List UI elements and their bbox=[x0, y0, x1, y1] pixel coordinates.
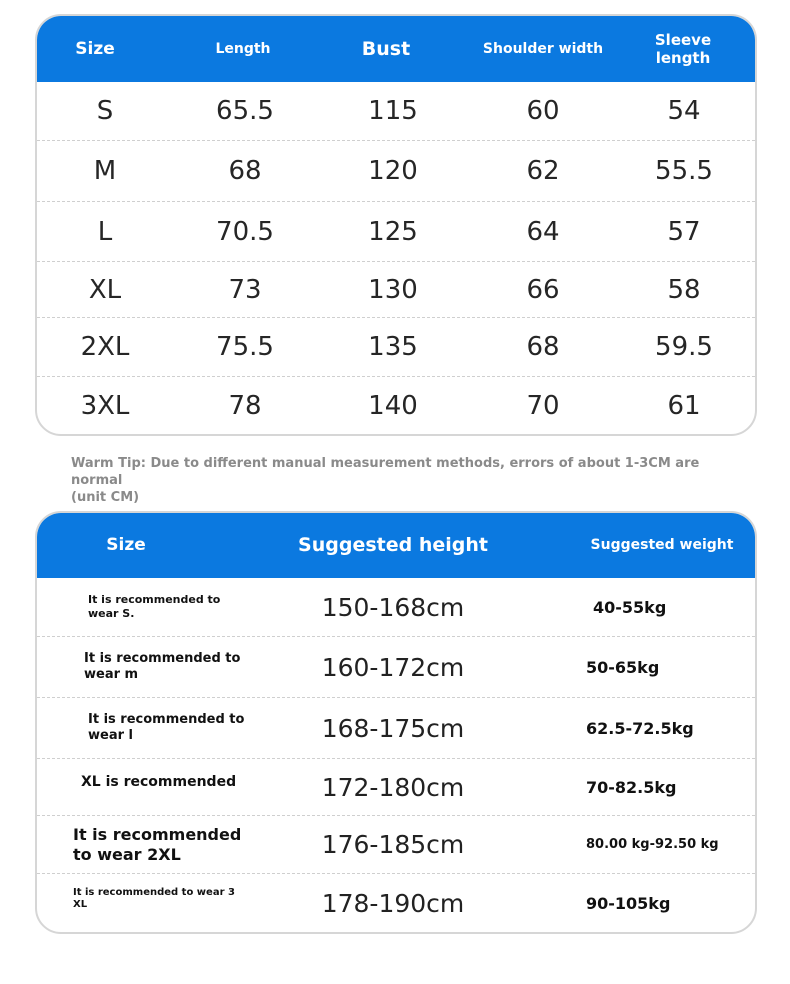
height-cell: 168-175cm bbox=[321, 713, 465, 743]
recommendation-header bbox=[37, 513, 755, 578]
recommendation-cell bbox=[88, 578, 220, 636]
size-row bbox=[37, 202, 755, 262]
shoulder-cell: 60 bbox=[526, 96, 560, 126]
recommendation-row bbox=[37, 637, 755, 698]
recommendation-line2: wear m bbox=[84, 667, 139, 682]
bust-cell: 135 bbox=[368, 332, 418, 362]
size-row bbox=[37, 82, 755, 141]
size-cell: 2XL bbox=[80, 332, 130, 362]
size-cell: L bbox=[97, 216, 113, 247]
size-row bbox=[37, 377, 755, 434]
size-row bbox=[37, 141, 755, 202]
warm-tip-line2: (unit CM) bbox=[71, 490, 140, 505]
recommendation-row bbox=[37, 698, 755, 759]
size-row bbox=[37, 318, 755, 377]
height-cell: 172-180cm bbox=[321, 772, 465, 802]
recommendation-cell bbox=[73, 816, 241, 873]
length-cell: 75.5 bbox=[216, 332, 274, 362]
height-cell: 160-172cm bbox=[321, 652, 465, 682]
sleeve-cell: 61 bbox=[667, 390, 701, 421]
recommendation-table bbox=[35, 511, 757, 934]
sleeve-cell: 54 bbox=[667, 96, 701, 126]
recommendation-line1: It is recommended to bbox=[88, 593, 221, 607]
length-cell: 65.5 bbox=[216, 96, 274, 126]
warm-tip bbox=[71, 455, 751, 506]
height-cell: 150-168cm bbox=[321, 592, 465, 622]
height-cell: 176-185cm bbox=[321, 830, 465, 859]
weight-cell: 50-65kg bbox=[586, 657, 660, 677]
recommendation-line1: It is recommended to bbox=[88, 711, 245, 727]
recommendation-row bbox=[37, 816, 755, 874]
size-chart-table bbox=[35, 14, 757, 436]
header-shoulder-width: Shoulder width bbox=[482, 40, 604, 57]
shoulder-cell: 68 bbox=[526, 332, 560, 362]
size-chart-header bbox=[37, 16, 755, 82]
bust-cell: 115 bbox=[368, 96, 418, 126]
sleeve-cell: 59.5 bbox=[655, 332, 713, 362]
recommendation-cell bbox=[73, 874, 235, 932]
recommendation-line1: It is recommended to bbox=[84, 650, 241, 666]
header-size: Size bbox=[106, 535, 146, 556]
shoulder-cell: 70 bbox=[526, 390, 560, 421]
header-sleeve-line1: Sleeve bbox=[654, 31, 712, 49]
header-sleeve-line2: length bbox=[655, 49, 711, 67]
recommendation-line2: XL bbox=[73, 899, 88, 910]
length-cell: 70.5 bbox=[216, 216, 274, 247]
recommendation-line2: to wear 2XL bbox=[73, 844, 181, 864]
bust-cell: 125 bbox=[368, 216, 418, 247]
sleeve-cell: 55.5 bbox=[655, 156, 713, 186]
header-bust: Bust bbox=[361, 37, 411, 60]
sleeve-cell: 57 bbox=[667, 216, 701, 247]
header-suggested-weight: Suggested weight bbox=[590, 537, 734, 554]
size-row bbox=[37, 262, 755, 318]
shoulder-cell: 64 bbox=[526, 216, 560, 247]
size-cell: M bbox=[93, 156, 117, 186]
header-sleeve-length bbox=[655, 16, 711, 82]
warm-tip-line1: Warm Tip: Due to different manual measurement methods, errors of about 1-3CM are normal bbox=[71, 456, 700, 488]
weight-cell: 62.5-72.5kg bbox=[586, 718, 694, 738]
shoulder-cell: 66 bbox=[526, 274, 560, 305]
recommendation-cell bbox=[81, 759, 236, 815]
recommendation-row bbox=[37, 874, 755, 932]
weight-cell: 70-82.5kg bbox=[586, 777, 677, 797]
recommendation-line1: XL is recommended bbox=[81, 774, 237, 791]
height-cell: 178-190cm bbox=[321, 888, 465, 918]
size-cell: S bbox=[96, 96, 114, 126]
length-cell: 78 bbox=[228, 390, 262, 421]
size-cell: XL bbox=[88, 274, 122, 305]
bust-cell: 130 bbox=[368, 274, 418, 305]
weight-cell: 80.00 kg-92.50 kg bbox=[586, 837, 719, 852]
recommendation-row bbox=[37, 578, 755, 637]
sleeve-cell: 58 bbox=[667, 274, 701, 305]
header-length: Length bbox=[215, 40, 271, 57]
recommendation-line2: wear S. bbox=[88, 607, 135, 620]
bust-cell: 120 bbox=[368, 156, 418, 186]
weight-cell: 90-105kg bbox=[586, 893, 671, 913]
length-cell: 73 bbox=[228, 274, 262, 305]
weight-cell: 40-55kg bbox=[593, 597, 667, 617]
recommendation-line1: It is recommended to wear 3 bbox=[73, 886, 235, 898]
shoulder-cell: 62 bbox=[526, 156, 560, 186]
recommendation-cell bbox=[84, 637, 240, 697]
recommendation-line1: It is recommended bbox=[73, 824, 242, 844]
recommendation-line2: wear l bbox=[88, 728, 133, 743]
header-size: Size bbox=[75, 38, 115, 59]
size-cell: 3XL bbox=[80, 390, 130, 421]
bust-cell: 140 bbox=[368, 390, 418, 421]
recommendation-row bbox=[37, 759, 755, 816]
header-suggested-height: Suggested height bbox=[298, 534, 488, 557]
recommendation-cell bbox=[88, 698, 244, 758]
length-cell: 68 bbox=[228, 156, 262, 186]
